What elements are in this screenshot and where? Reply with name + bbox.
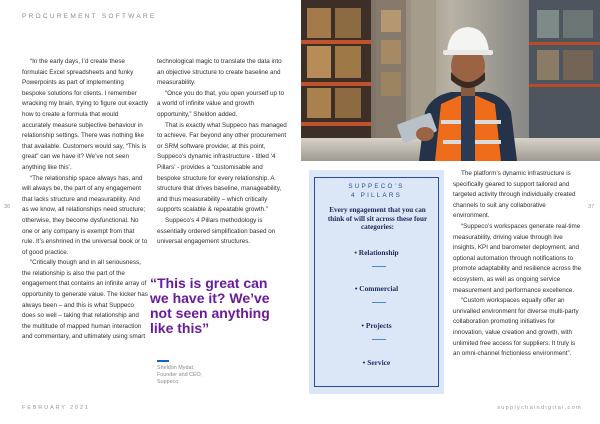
section-label: PROCUREMENT SOFTWARE xyxy=(22,13,157,20)
article-column-1 xyxy=(22,57,148,343)
pillar-commercial: • Commercial xyxy=(354,284,399,293)
pillars-frame xyxy=(314,177,439,387)
pillar-divider xyxy=(372,302,386,303)
paragraph: “Suppeco’s workspaces generate real-time measurability, driving value through live insights, KPI and barometer deployment, and optional automation through notifications to promote adaptability and resilience across the ecosystem, as well as ongoing service measurement and performance excellence. xyxy=(453,222,582,294)
pillar-divider xyxy=(372,266,386,267)
attribution-divider xyxy=(157,360,169,362)
page-number-left: 36 xyxy=(4,204,11,210)
attribution-company: Suppeco xyxy=(157,379,179,386)
paragraph: That is exactly what Suppeco has managed to achieve. Far beyond any other procurement or SRM software provider, at this point, Suppeco’s dynamic infrastructure - titled ‘4 Pillars’ - provides a “customisable and bespoke structure for every relationship. A structure that drives baseline, manageability, and thus measurability – which critically supports scalable & repeatable growth.” xyxy=(157,121,287,214)
paragraph: technological magic to translate the data into an objective structure to create baseline and measurability. xyxy=(157,58,282,87)
warehouse-worker-photo xyxy=(301,0,600,161)
four-pillars-sidebar xyxy=(309,170,444,394)
paragraph: “Once you do that, you open yourself up to a world of infinite value and growth opportunity,” Sheldon added. xyxy=(157,89,285,118)
pillar-relationship: • Relationship xyxy=(354,248,399,257)
pillars-heading-line2: 4 PILLARS xyxy=(351,192,402,199)
paragraph: “Critically though and in all seriousness, the relationship is also the part of the engagement that contains an infinite array of opportunity to generate value. The kicker has always been – and this is what Suppeco does so well – taking that relationship and the multitude of mapped human interaction and commentary, and ultimately using smart xyxy=(22,259,148,341)
paragraph: “The relationship space always has, and will always be, the part of any engagement that lacks structure and measurability. And as we know, all relationships need structure; otherwise, they become dysfunctional. No one or any company is exempt from that rule. It’s enshrined in the universal book or to of good practice. xyxy=(22,174,148,256)
page-number-right: 37 xyxy=(588,204,595,210)
pillars-heading-line1: SUPPECO’S xyxy=(348,183,405,190)
attribution-name: Sheldon Mydat, xyxy=(157,365,195,371)
paragraph: “Custom workspaces equally offer an unrivalled environment for diverse multi-party collaboration promoting initiatives for innovation, value creation and growth, with unlimited free access for suppliers. It truly is an omni-channel frictionless environment”. xyxy=(453,297,579,358)
pillar-projects: • Projects xyxy=(361,321,392,330)
paragraph: “In the early days, I’d create these formulaic Excel spreadsheets and funky Powerpoints as part of implementing bespoke solutions for clients. I remember wracking my brain, trying to figure out exactly how to create a formula that would accurately measure subjective behaviour in relationship settings. There was nothing like that available. Customers would say, “This is great” can we have it? We’ve not seen anything like this’. xyxy=(22,58,148,171)
pillars-intro: Every engagement that you can think of will sit across these four categories: xyxy=(327,206,428,232)
footer-issue-date: FEBRUARY 2021 xyxy=(22,405,90,411)
pillar-divider xyxy=(372,339,386,340)
pillar-service: • Service xyxy=(362,358,391,367)
pull-quote: “This is great can we have it? We’ve not seen anything like this” xyxy=(150,275,270,336)
article-column-3 xyxy=(453,169,583,360)
paragraph: The platform’s dynamic infrastructure is specifically geared to support tailored and targeted activity through individually created channels to suit any collaborative environment. xyxy=(453,170,576,220)
attribution-title: Founder and CEO, xyxy=(157,372,203,379)
pull-quote-attribution xyxy=(157,365,277,387)
article-column-2 xyxy=(157,57,287,248)
footer-website-link[interactable]: supplychaindigital.com xyxy=(497,405,582,411)
paragraph: Suppeco’s 4 Pillars methodology is essentially ordered simplification based on universal engagement structures. xyxy=(157,216,276,246)
